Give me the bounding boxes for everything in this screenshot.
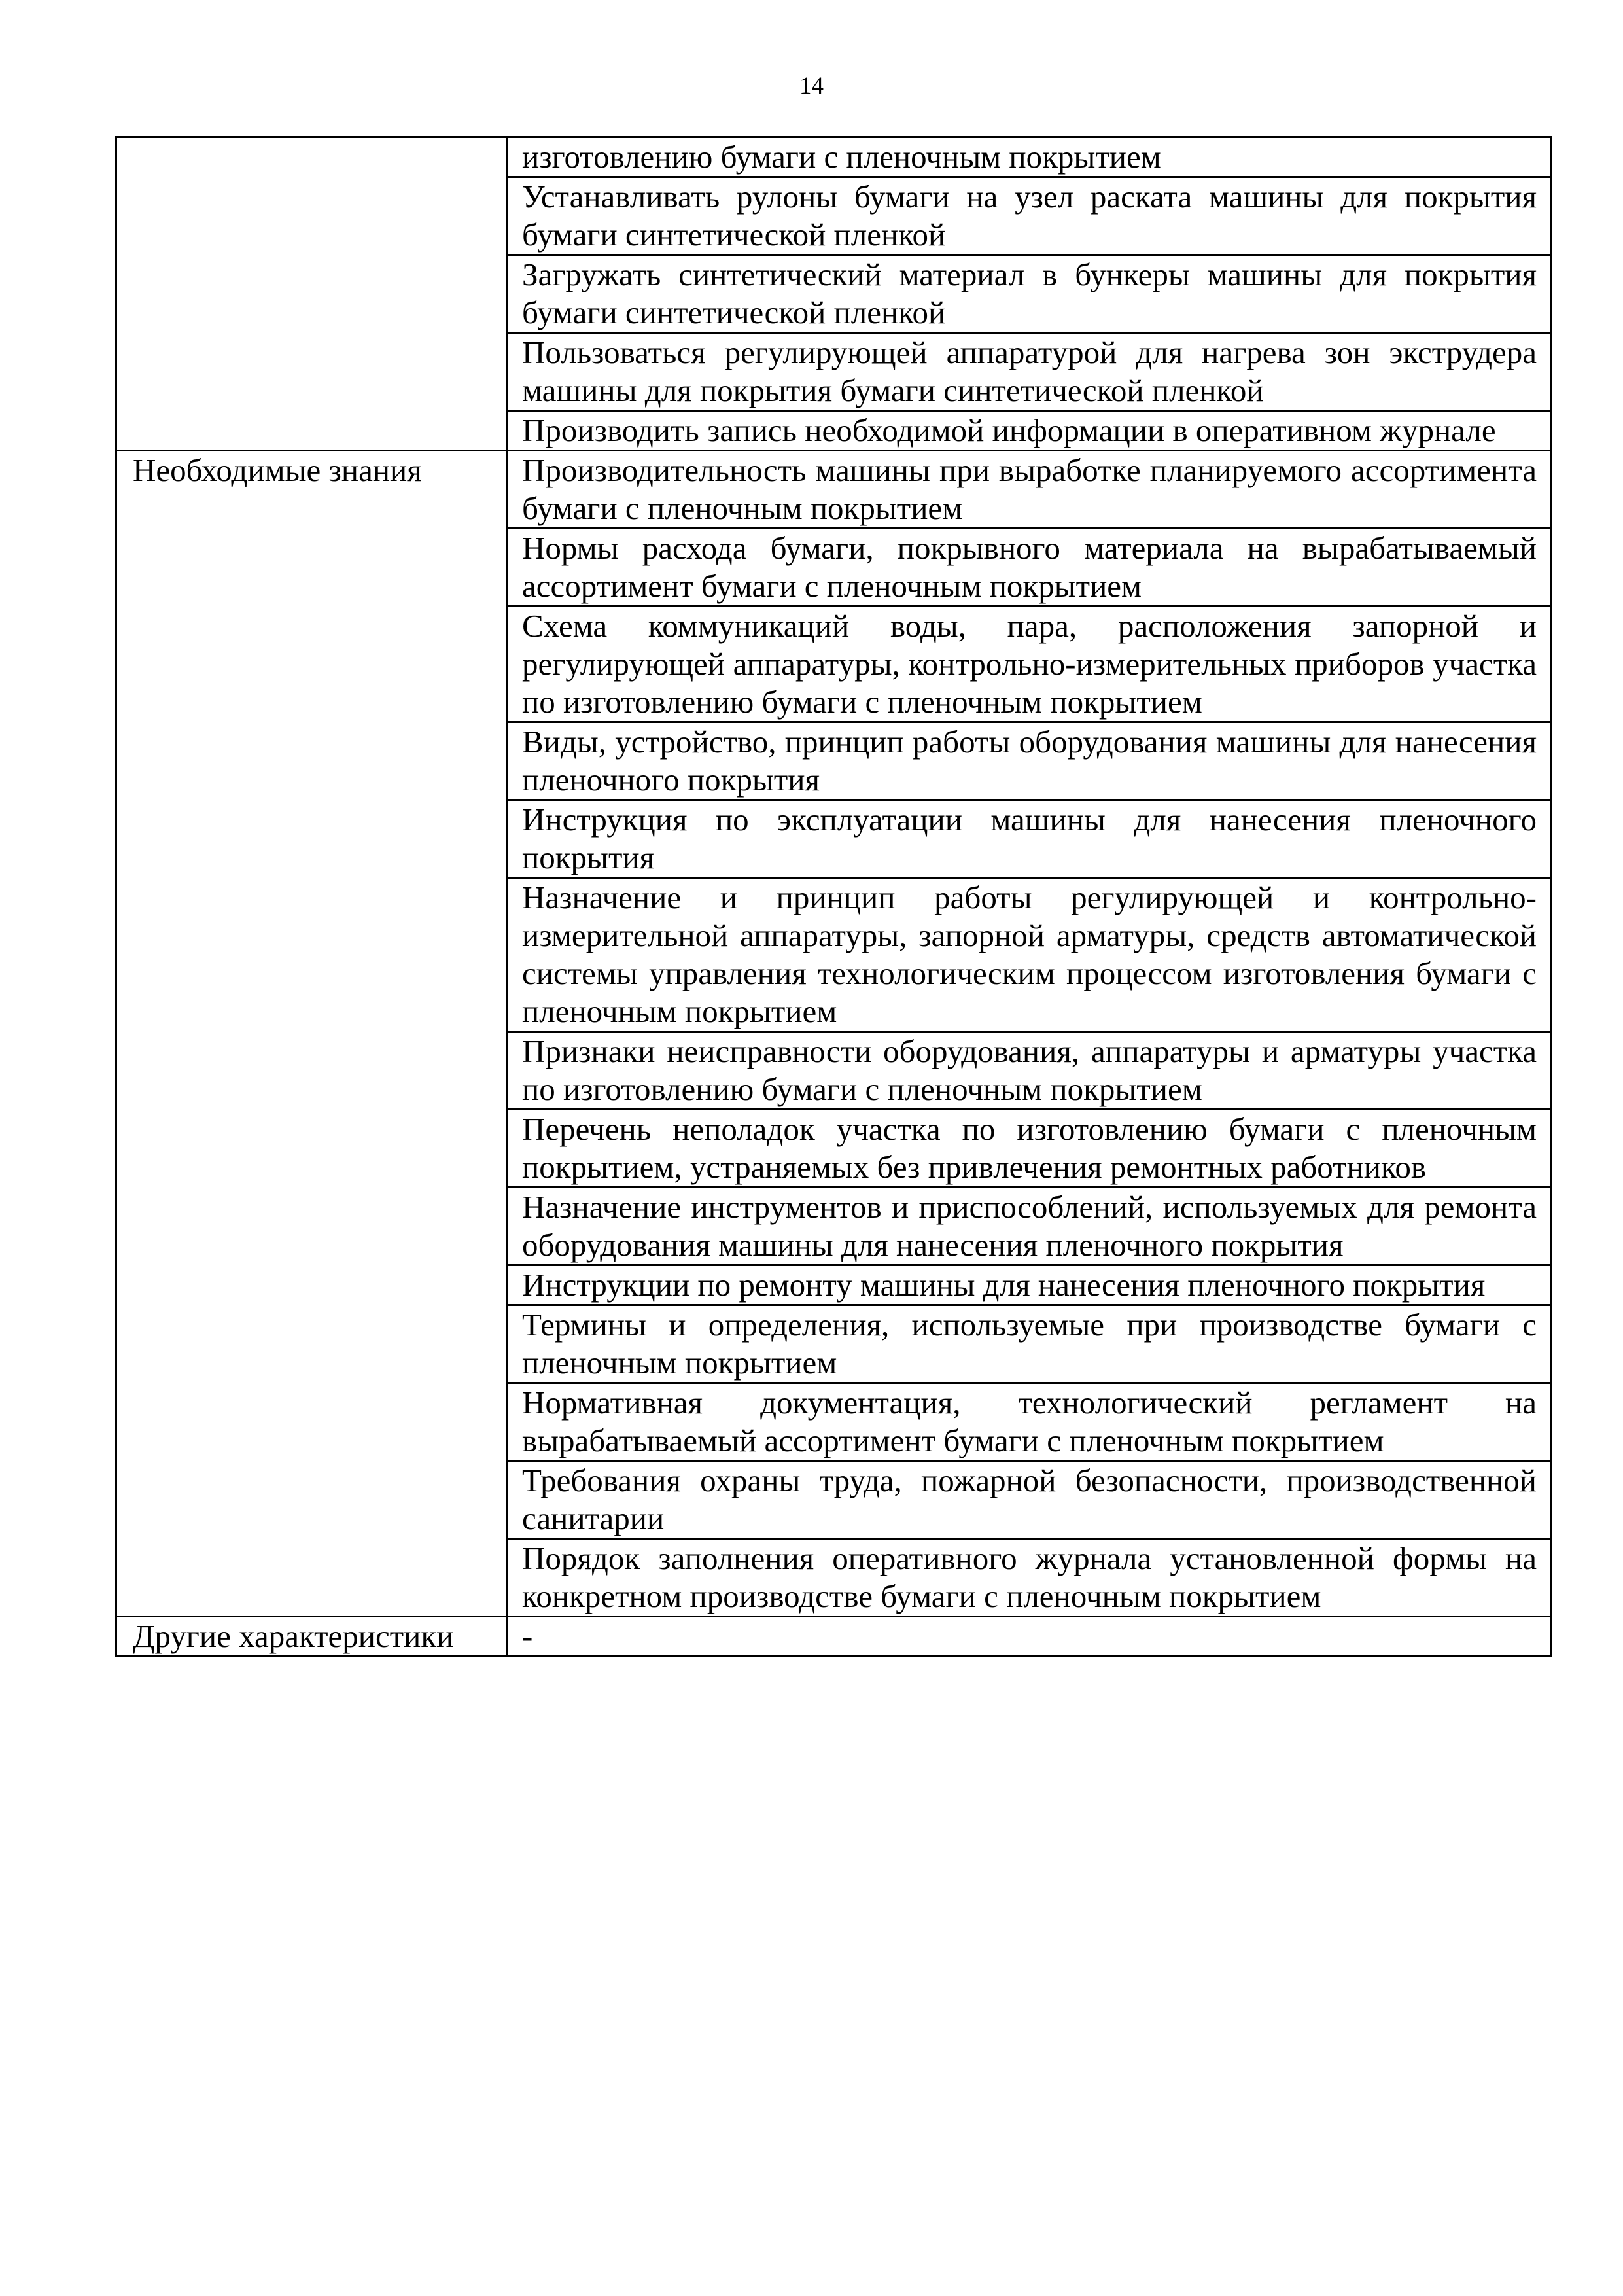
other-value: - bbox=[507, 1617, 1551, 1657]
knowledge-item: Порядок заполнения оперативного журнала установленной формы на конкретном производстве бумаги с пленочным покрытием bbox=[507, 1539, 1551, 1617]
knowledge-item: Назначение и принцип работы регулирующей и контрольно-измерительной аппаратуры, запорной арматуры, средств автоматической системы управления технологическим процессом изготовления бумаги с пленочным покрытием bbox=[507, 878, 1551, 1032]
skill-item: Загружать синтетический материал в бункеры машины для покрытия бумаги синтетической пленкой bbox=[507, 255, 1551, 333]
knowledge-item: Перечень неполадок участка по изготовлению бумаги с пленочным покрытием, устраняемых без привлечения ремонтных работников bbox=[507, 1110, 1551, 1188]
qualification-table bbox=[115, 136, 1552, 1657]
skill-item: Пользоваться регулирующей аппаратурой для нагрева зон экструдера машины для покрытия бумаги синтетической пленкой bbox=[507, 333, 1551, 411]
knowledge-item: Схема коммуникаций воды, пара, расположения запорной и регулирующей аппаратуры, контрольно-измерительных приборов участка по изготовлению бумаги с пленочным покрытием bbox=[507, 607, 1551, 722]
skill-item: Устанавливать рулоны бумаги на узел раската машины для покрытия бумаги синтетической пленкой bbox=[507, 177, 1551, 255]
knowledge-item: Нормы расхода бумаги, покрывного материала на вырабатываемый ассортимент бумаги с пленочным покрытием bbox=[507, 529, 1551, 607]
knowledge-item: Инструкция по эксплуатации машины для нанесения пленочного покрытия bbox=[507, 800, 1551, 878]
skill-item: изготовлению бумаги с пленочным покрытием bbox=[507, 137, 1551, 177]
page-number: 14 bbox=[799, 73, 824, 99]
knowledge-item: Нормативная документация, технологический регламент на вырабатываемый ассортимент бумаги с пленочным покрытием bbox=[507, 1383, 1551, 1461]
knowledge-item: Признаки неисправности оборудования, аппаратуры и арматуры участка по изготовлению бумаги с пленочным покрытием bbox=[507, 1032, 1551, 1110]
table-row bbox=[116, 137, 1551, 177]
knowledge-item: Производительность машины при выработке планируемого ассортимента бумаги с пленочным покрытием bbox=[507, 451, 1551, 529]
knowledge-item: Назначение инструментов и приспособлений, используемых для ремонта оборудования машины для нанесения пленочного покрытия bbox=[507, 1188, 1551, 1265]
other-label: Другие характеристики bbox=[116, 1617, 507, 1657]
knowledge-item: Виды, устройство, принцип работы оборудования машины для нанесения пленочного покрытия bbox=[507, 722, 1551, 800]
knowledge-item: Инструкции по ремонту машины для нанесения пленочного покрытия bbox=[507, 1265, 1551, 1305]
table-row bbox=[116, 1617, 1551, 1657]
continued-label-cell bbox=[116, 137, 507, 451]
knowledge-item: Требования охраны труда, пожарной безопасности, производственной санитарии bbox=[507, 1461, 1551, 1539]
table-row bbox=[116, 451, 1551, 529]
knowledge-item: Термины и определения, используемые при производстве бумаги с пленочным покрытием bbox=[507, 1305, 1551, 1383]
skill-item: Производить запись необходимой информации в оперативном журнале bbox=[507, 411, 1551, 451]
knowledge-label: Необходимые знания bbox=[116, 451, 507, 1617]
